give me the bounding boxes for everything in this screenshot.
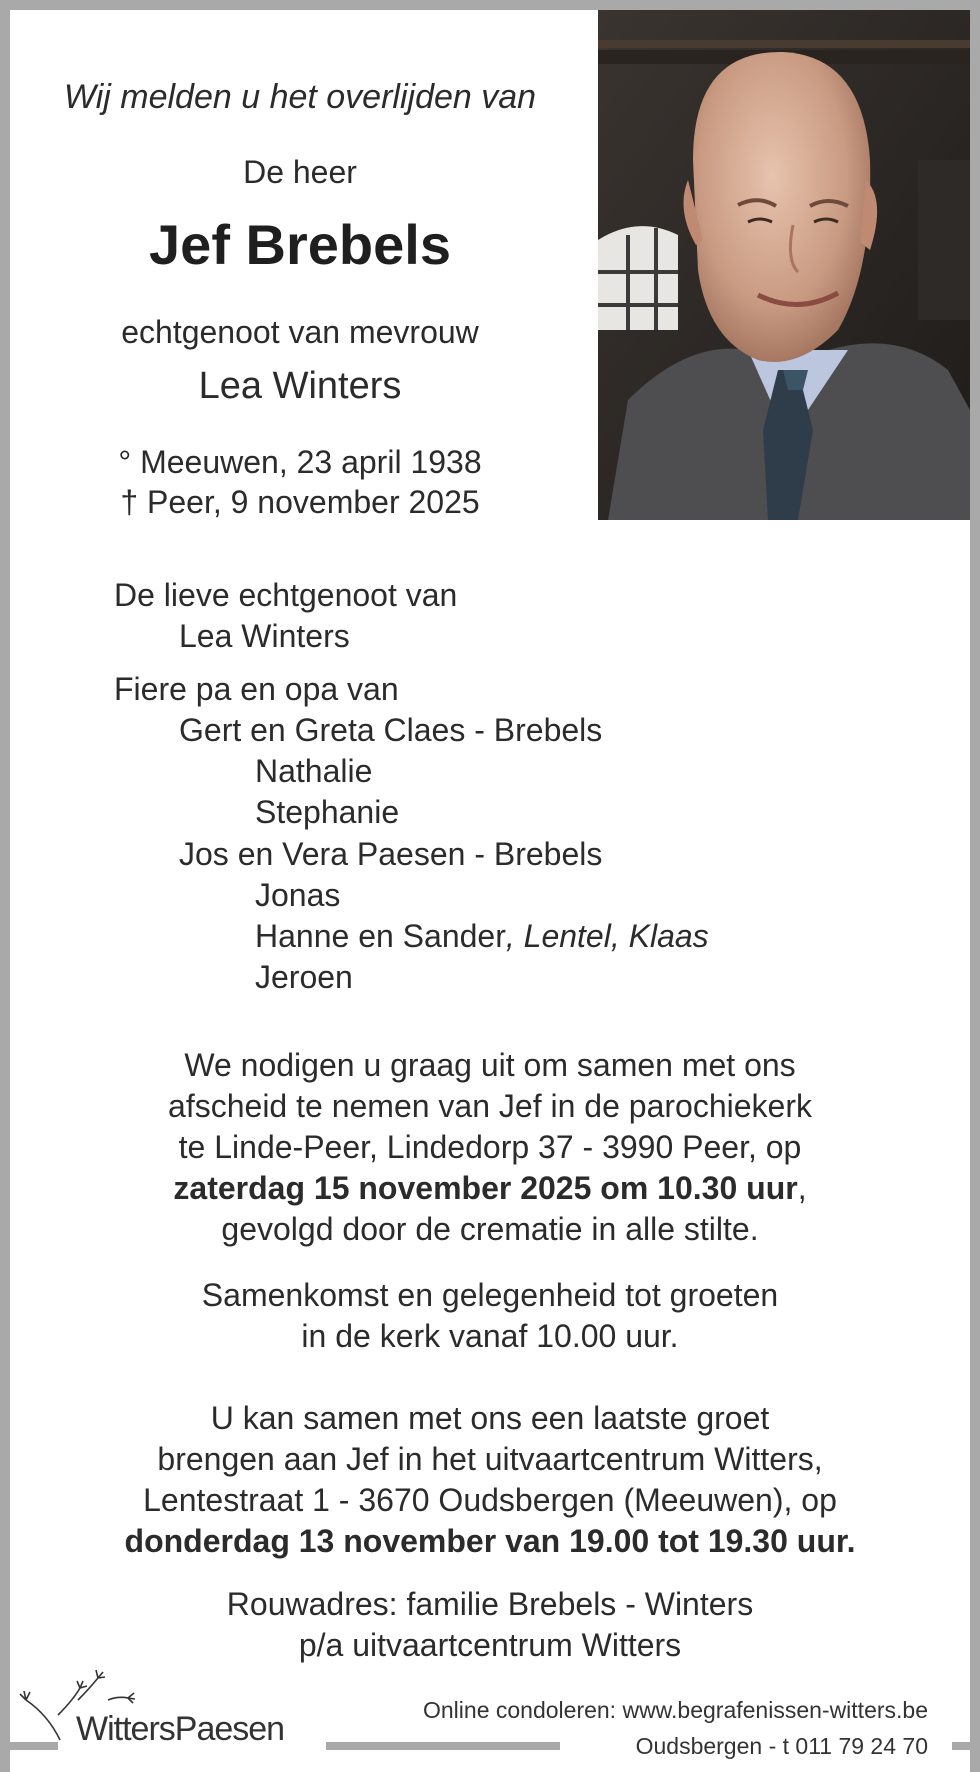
funeral-line-5: gevolgd door de crematie in alle stilte. xyxy=(221,1211,759,1247)
gathering-line-2: in de kerk vanaf 10.00 uur. xyxy=(301,1318,679,1354)
bottom-border-left xyxy=(0,1742,58,1750)
family-spouse-name: Lea Winters xyxy=(179,618,350,654)
deceased-name: Jef Brebels xyxy=(149,213,451,276)
grandchild-3: Jonas xyxy=(255,877,341,913)
death-line: † Peer, 9 november 2025 xyxy=(120,484,480,520)
grandchild-4 xyxy=(255,918,709,955)
visit-line-1: U kan samen met ons een laatste groet xyxy=(210,1400,770,1436)
honorific: De heer xyxy=(243,154,357,190)
intro-text: Wij melden u het overlijden van xyxy=(63,78,537,116)
address-line-2: p/a uitvaartcentrum Witters xyxy=(298,1627,682,1663)
funeral-date-tail: , xyxy=(797,1170,807,1206)
great-grandchildren: , Lentel, Klaas xyxy=(505,918,709,954)
child-2: Jos en Vera Paesen - Brebels xyxy=(179,836,603,872)
gathering-info xyxy=(80,1275,900,1357)
gathering-line-1: Samenkomst en gelegenheid tot groeten xyxy=(201,1277,779,1313)
bottom-border-right xyxy=(952,1742,980,1750)
visitation-info xyxy=(80,1398,900,1562)
funeral-line-1: We nodigen u graag uit om samen met ons xyxy=(184,1047,796,1083)
visit-line-2: brengen aan Jef in het uitvaartcentrum Witters, xyxy=(157,1441,823,1477)
contact-phone: Oudsbergen - t 011 79 24 70 xyxy=(635,1733,928,1759)
grandchild-5: Jeroen xyxy=(255,959,353,995)
visit-date: donderdag 13 november van 19.00 tot 19.30 uur. xyxy=(124,1523,856,1559)
funeral-line-2: afscheid te nemen van Jef in de parochiekerk xyxy=(168,1088,812,1124)
funeral-line-3: te Linde-Peer, Lindedorp 37 - 3990 Peer, op xyxy=(178,1129,802,1165)
visit-line-3: Lentestraat 1 - 3670 Oudsbergen (Meeuwen), op xyxy=(143,1482,837,1518)
child-1: Gert en Greta Claes - Brebels xyxy=(179,712,603,748)
family-spouse-line: De lieve echtgenoot van xyxy=(114,577,458,613)
bottom-border-middle xyxy=(326,1742,560,1750)
portrait-illustration xyxy=(598,10,970,520)
spouse-label: echtgenoot van mevrouw xyxy=(121,314,479,350)
logo-text: WittersPaesen xyxy=(76,1710,285,1748)
grandchild-1: Nathalie xyxy=(255,753,373,789)
grandchild-4-main: Hanne en Sander xyxy=(255,918,506,954)
grandchild-2: Stephanie xyxy=(255,794,400,830)
family-children-line: Fiere pa en opa van xyxy=(114,671,399,707)
birth-line: ° Meeuwen, 23 april 1938 xyxy=(118,444,482,480)
funeral-date-bold: zaterdag 15 november 2025 om 10.30 uur xyxy=(173,1170,798,1206)
portrait-photo xyxy=(598,10,970,520)
funeral-date xyxy=(80,1168,900,1209)
address-line-1: Rouwadres: familie Brebels - Winters xyxy=(226,1586,754,1622)
online-condolence-link[interactable]: Online condoleren: www.begrafenissen-witters.be xyxy=(423,1697,928,1723)
mourning-address xyxy=(80,1584,900,1666)
funeral-invitation xyxy=(80,1045,900,1250)
spouse-name: Lea Winters xyxy=(198,365,402,407)
